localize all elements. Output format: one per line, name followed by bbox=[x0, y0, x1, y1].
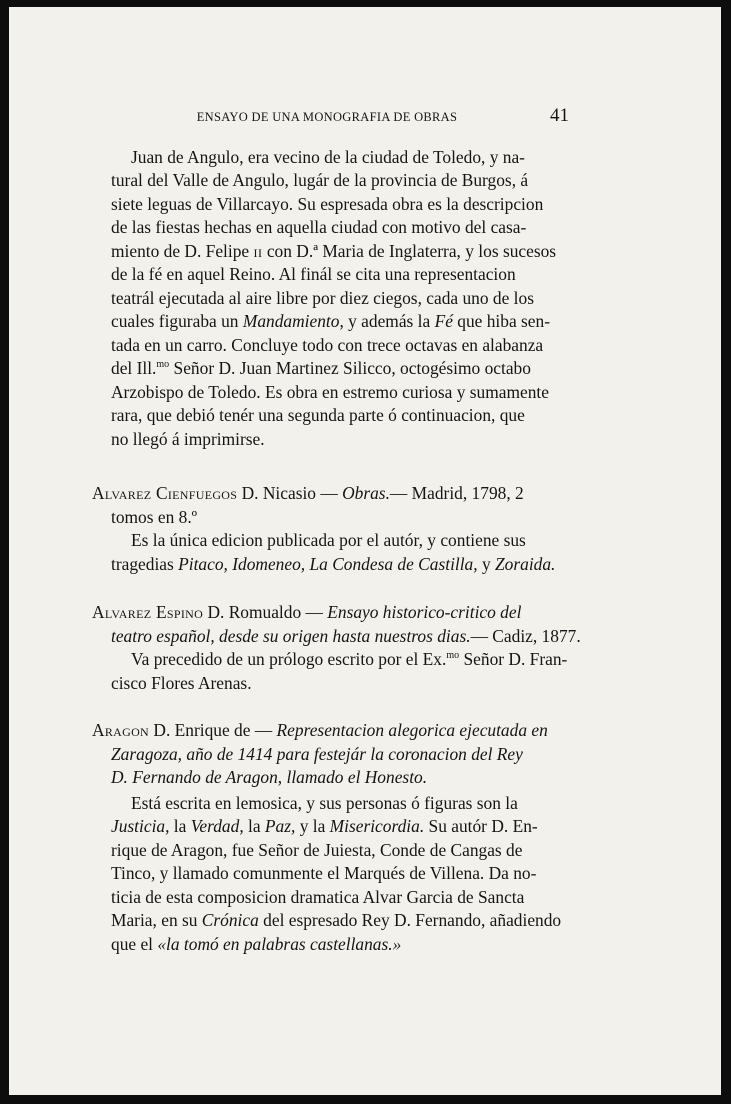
text-line: Zaragoza, año de 1414 para festejár la coronacion del Rey bbox=[111, 744, 523, 764]
running-title: ENSAYO DE UNA MONOGRAFIA DE OBRAS bbox=[196, 110, 458, 124]
text-line: de la fé en aquel Reino. Al finál se cita una representacion bbox=[111, 264, 516, 284]
text-line: cuales figuraba un Mandamiento, y además la Fé que hiba sen- bbox=[111, 311, 550, 331]
text-line: rique de Aragon, fue Señor de Juiesta, Conde de Cangas de bbox=[111, 840, 523, 860]
text-line: Justicia, la Verdad, la Paz, y la Misericordia. Su autór D. En- bbox=[111, 816, 538, 836]
text-line: tada en un carro. Concluye todo con trece octavas en alabanza bbox=[111, 335, 544, 355]
text-line: teatrál ejecutada al aire libre por diez ciegos, cada uno de los bbox=[111, 288, 534, 308]
text-line: Juan de Angulo, era vecino de la ciudad de Toledo, y na- bbox=[131, 147, 525, 167]
text-line: tural del Valle de Angulo, lugár de la provincia de Burgos, á bbox=[111, 170, 529, 190]
text-line: tragedias Pitaco, Idomeneo, La Condesa de Castilla, y Zoraida. bbox=[111, 554, 556, 574]
text-line: rara, que debió tenér una segunda parte ó continuacion, que bbox=[111, 405, 525, 425]
entry-heading-line: Aragon D. Enrique de — Representacion alegorica ejecutada en bbox=[92, 720, 548, 740]
text-line: Maria, en su Crónica del espresado Rey D. Fernando, añadiendo bbox=[111, 910, 562, 930]
text-line: cisco Flores Arenas. bbox=[111, 673, 252, 693]
text-line: miento de D. Felipe II con D.ª Maria de Inglaterra, y los sucesos bbox=[111, 241, 557, 261]
text-line: Arzobispo de Toledo. Es obra en estremo curiosa y sumamente bbox=[111, 382, 549, 402]
text-line: de las fiestas hechas en aquella ciudad con motivo del casa- bbox=[111, 217, 527, 237]
text-line: Va precedido de un prólogo escrito por el Ex.$^{mo}$ Señor D. Fran- bbox=[131, 649, 568, 669]
text-line: Es la única edicion publicada por el autór, y contiene sus bbox=[131, 530, 526, 550]
entry-heading-line: Alvarez Cienfuegos D. Nicasio — Obras.— Madrid, 1798, 2 bbox=[92, 483, 524, 503]
text-line: del Ill.$^{mo}$ Señor D. Juan Martinez Silicco, octogésimo octabo bbox=[111, 358, 531, 378]
text-line: no llegó á imprimirse. bbox=[111, 429, 265, 449]
text-line: que el «la tomó en palabras castellanas.» bbox=[111, 934, 402, 954]
text-line: Está escrita en lemosica, y sus personas ó figuras son la bbox=[131, 793, 518, 813]
entry-heading-line: Alvarez Espino D. Romualdo — Ensayo historico-critico del bbox=[92, 602, 522, 622]
text-line: tomos en 8.º bbox=[111, 507, 198, 527]
text-line: teatro español, desde su origen hasta nuestros dias.— Cadiz, 1877. bbox=[111, 626, 581, 646]
text-line: siete leguas de Villarcayo. Su espresada obra es la descripcion bbox=[111, 194, 544, 214]
page-number: 41 bbox=[550, 105, 569, 126]
text-line: ticia de esta composicion dramatica Alvar Garcia de Sancta bbox=[111, 887, 525, 907]
text-line: D. Fernando de Aragon, llamado el Honesto. bbox=[111, 767, 428, 787]
text-line: Tinco, y llamado comunmente el Marqués de Villena. Da no- bbox=[111, 863, 537, 883]
